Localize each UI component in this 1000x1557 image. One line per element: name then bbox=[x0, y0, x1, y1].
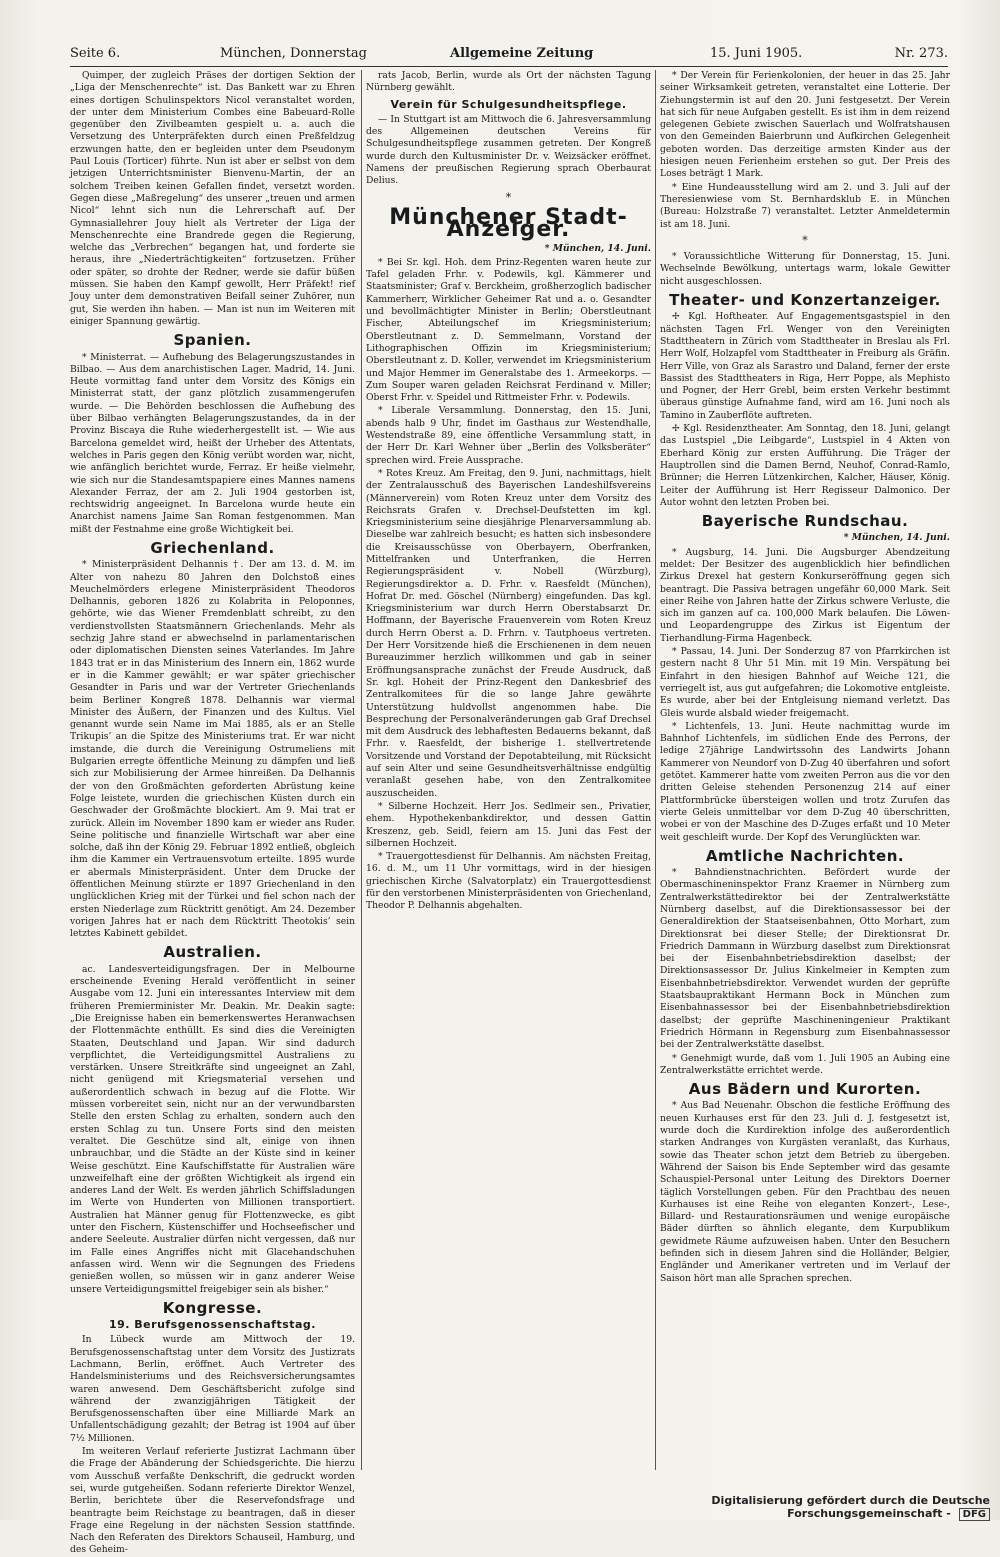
article-text: ✢ Kgl. Hoftheater. Auf Engagementsgastspiel in den nächsten Tagen Frl. Wenger von den Vereinigten Stadttheatern in Zürich vom Stadttheater in Breslau als Frl. Herr Wolf, Holzapfel vom Stadttheater in Freiburg als Gräfin. Herr Ville, von Graz als Sarastro und Daland, ferner der erste Bassist des Stadttheaters in Riga, Herr Poppe, als Mephisto und Pogner, der Herr Grebl, beim ersten Verkehr bestimmt überaus günstige Aufnahme fand, wird am 16. Juni noch als Tamino in Zauberflöte auftreten. bbox=[660, 311, 950, 421]
footer-text: Digitalisierung gefördert durch die Deutsche Forschungsgemeinschaft - bbox=[711, 1494, 990, 1520]
article-text: * Der Verein für Ferienkolonien, der heuer in das 25. Jahr seiner Wirksamkeit getreten, veranstaltet eine Lotterie. Der Ziehungstermin ist auf den 20. Juni festgesetzt. Der Verein hat sich für neue Aufgaben gestellt. Es ist ihm in dem reizend gelegenen Gebiete zwischen Sauerlach und Wolfratshausen von den Gemeinden Baierbrunn und Aufkirchen Gelegenheit geboten worden. Das derzeitige armsten Kinder aus der hiesigen neuen Ferienheim erstehen so gut. Der Preis des Loses beträgt 1 Mark. bbox=[660, 70, 950, 180]
section-heading: Kongresse. bbox=[162, 1298, 263, 1317]
column-rule bbox=[655, 70, 656, 1470]
weather-forecast: * Voraussichtliche Witterung für Donnerstag, 15. Juni. Wechselnde Bewölkung, untertags warm, lokale Gewitter nicht ausgeschlossen. bbox=[660, 251, 950, 287]
article-text: — In Stuttgart ist am Mittwoch die 6. Jahresversammlung des Allgemeinen deutschen Vereins für Schulgesundheitspflege zusammen getreten. Der Kongreß wurde durch den Kultusminister Dr. v. Weizsäcker eröffnet. Namens der preußischen Regierung sprach Oberbaurat Delius. bbox=[366, 113, 651, 187]
article-text: * Aus Bad Neuenahr. Obschon die festliche Eröffnung des neuen Kurhauses erst für den 23. Juli d. J. festgesetzt ist, wurde doch die Kurdirektion infolge des außerordentlich starken Andranges von Kurgästen veranlaßt, das Kurhaus, sowie das Theater schon jetzt dem Betrieb zu übergeben. Während der Saison bis Ende September wird das gesamte Schauspiel-Personal unter Leitung des Direktors Doerner täglich Vorstellungen geben. Für den Prachtbau des neuen Kurhauses ist eine Reihe von eleganten Konzert-, Lese-, Billard- und Restaurationsräumen und wenige europäische Bäder dürften so ähnlich elegante, dem Kurpublikum gewidmete Räume aufzuweisen haben. Unter den Besuchern befinden sich in diesem Jahren sind die Holländer, Belgier, Engländer und Amerikaner vertreten und im Verlauf der Saison hört man alle Sprachen sprechen. bbox=[660, 1100, 950, 1284]
article-text: * Liberale Versammlung. Donnerstag, den 15. Juni, abends halb 9 Uhr, findet im Gasthaus zur Westendhalle, Westendstraße 89, eine öffentliche Versammlung statt, in der Herr Dr. Karl Wehner über „Berlin des Volksberäter“ sprechen wird. Freie Aussprache. bbox=[366, 405, 651, 466]
section-heading: Australien. bbox=[163, 943, 262, 962]
digitization-footer bbox=[620, 1494, 990, 1520]
section-heading: Bayerische Rundschau. bbox=[701, 512, 909, 531]
article-text: * Genehmigt wurde, daß vom 1. Juli 1905 an Aubing eine Zentralwerkstätte errichtet werde. bbox=[660, 1052, 950, 1076]
separator-star: * bbox=[505, 190, 512, 204]
column-middle bbox=[366, 70, 651, 1475]
section-heading: Münchener Stadt-Anzeiger. bbox=[389, 204, 628, 243]
section-heading: Amtliche Nachrichten. bbox=[705, 846, 905, 865]
column-left bbox=[70, 70, 355, 1556]
article-text: * Eine Hundeausstellung wird am 2. und 3. Juli auf der Theresienwiese vom St. Bernhardsklub E. in München (Bureau: Holzstraße 7) veranstaltet. Letzter Anmeldetermin ist am 18. Juni. bbox=[660, 181, 950, 230]
article-text: * Rotes Kreuz. Am Freitag, den 9. Juni, nachmittags, hielt der Zentralausschuß des Bayerischen Landeshilfsvereins (Männerverein) vom Roten Kreuz unter dem Vorsitz des Reichsrats Grafen v. Drechsel-Deufstetten im kgl. Kriegsministerium seine diesjährige Plenarversammlung ab. Dieselbe war zahlreich besucht; es hatten sich insbesondere die Kreisausschüsse von Oberbayern, Oberfranken, Mittelfranken und Unterfranken, die Herren Regierungspräsident v. Nobell (Würzburg), Regierungsdirektor a. D. Frhr. v. Raesfeldt (München), Hofrat Dr. med. Göschel (Nürnberg) eingefunden. Das kgl. Kriegsministerium war durch Herrn Oberstabsarzt Dr. Hoffmann, der Bayerische Frauenverein vom Roten Kreuz durch Herrn Oberst a. D. Frhrn. v. Tautphoeus vertreten. Der Herr Vorsitzende hieß die Erschienenen in dem neuen Bureauzimmer herzlich willkommen und gab in seiner Eröffnungsansprache zunächst der Freude Ausdruck, daß Sr. kgl. Hoheit der Prinz-Regent den Dankesbrief des Zentralkomitees für die so lange Jahre gewährte Unterstützung huldvollst angenommen habe. Die Besprechung der Personalveränderungen gab Graf Drechsel mit dem Ausdruck des lebhaftesten Bedauerns bekannt, daß Frhr. v. Raesfeldt, der bisherige 1. stellvertretende Vorsitzende und Vorstand der Depotabteilung, mit Rücksicht auf sein Alter und seine Gesundheitsverhältnisse endgültig veranlaßt gesehen habe, von den Zentralkomitee auszuscheiden. bbox=[366, 467, 651, 799]
newspaper-title: Allgemeine Zeitung bbox=[450, 46, 594, 61]
article-text: * Passau, 14. Juni. Der Sonderzug 87 von Pfarrkirchen ist gestern nacht 8 Uhr 51 Min. mit 19 Min. Verspätung bei Einfahrt in den hiesigen Bahnhof auf Weiche 121, die verriegelt ist, aus gut aufgefahren; die Lokomotive entgleiste. Es wurde, aber bei der Entgleisung niemand verletzt. Das Gleis wurde alsbald wieder freigemacht. bbox=[660, 646, 950, 719]
section-heading: Griechenland. bbox=[150, 538, 275, 557]
issue-number: Nr. 273. bbox=[894, 46, 948, 61]
page-header bbox=[70, 44, 948, 67]
article-text: * Bahndienstnachrichten. Befördert wurde der Obermaschineninspektor Franz Kraemer in Nürnberg zum Zentralwerkstättedirektor bei der Zentralwerkstätte Nürnberg daselbst, auf die Direktionsassessor bei der Generaldirektion der Staatseisenbahnen, Otto Morhart, zum Direktionsrat bei dieser Stelle; der Direktionsrat Dr. Friedrich Dammann in Würzburg daselbst zum Direktionsrat bei der Eisenbahnbetriebsdirektion daselbst; der Direktionsassessor Dr. Julius Kinkelmeier in Kempten zum Eisenbahnbetriebsdirektor. Verwendet wurden der geprüfte Staatsbaupraktikant Hermann Bock in München zum Eisenbahnassessor bei der Eisenbahnbetriebsdirektion daselbst; der geprüfte Maschineningenieur Praktikant Friedrich Hörmann in Regensburg zum Eisenbahnassessor bei der Zentralwerkstätte daselbst. bbox=[660, 867, 950, 1051]
article-text: ac. Landesverteidigungsfragen. Der in Melbourne erscheinende Evening Herald veröffentlicht in seiner Ausgabe vom 12. Juni ein interessantes Interview mit dem früheren Premierminister Mr. Deakin. Mr. Deakin sagte: „Die Ereignisse haben ein bemerkenswertes Heranwachsen der Flottenmächte enthüllt. Es sind dies die Vereinigten Staaten, Deutschland und Japan. Wir sind dadurch verpflichtet, die Verteidigungsmittel Australiens zu verstärken. Unsere Streitkräfte sind ungeeignet an Zahl, nicht genügend mit Kriegsmaterial versehen und außerordentlich schwach in bezug auf die Flotte. Wir müssen vorbereitet sein, nicht nur an der verwundbarsten Stelle den ersten Schlag zu erhalten, sondern auch den ersten Schlag zu tun. Unsere Forts sind den meisten veraltet. Die Geschütze sind alt, einige von ihnen unbrauchbar, und die Städte an der Küste sind in keiner Weise geschützt. Eine Kaufschiffstatte für Australien wäre unzweifelhaft eine der größten Wichtigkeit als irgend ein anderes Land der Welt. Es werden jährlich Schiffsladungen im Werte von Hunderten von Millionen transportiert. Australien hat Männer genug für Flottenzwecke, es gibt unter den Fischern, Küstenschiffer und Hochseefischer und andere Seeleute. Australier dürfen nicht vergessen, daß nur im Falle eines Angriffes nicht mit Glacehandschuhen anfassen wird. Wenn wir die Segnungen des Friedens genießen wollen, so müssen wir in ganz anderer Weise unsere Verteidigungsmittel freigebiger sein als bisher.“ bbox=[70, 963, 355, 1295]
section-heading: Aus Bädern und Kurorten. bbox=[688, 1080, 922, 1099]
article-text: Im weiteren Verlauf referierte Justizrat Lachmann über die Frage der Abänderung der Schiedsgerichte. Die hierzu vom Ausschuß verfaßte Denkschrift, die gedruckt worden sei, wurde gutgeheißen. Sodann referierte Direktor Wenzel, Berlin, berichtete über die Reservefondsfrage und beantragte beim Reichstage zu beantragen, daß in dieser Frage eine Regelung in der nächsten Session stattfinde. Nach den Referaten des Direktors Schauseil, Hamburg, und des Geheim- bbox=[70, 1446, 355, 1556]
column-right bbox=[660, 70, 950, 1475]
dateline: * München, 14. Juni. bbox=[544, 242, 651, 254]
column-rule bbox=[361, 70, 362, 1470]
dateline: * München, 14. Juni. bbox=[843, 532, 950, 544]
article-text: rats Jacob, Berlin, wurde als Ort der nächsten Tagung Nürnberg gewählt. bbox=[366, 70, 651, 94]
article-text: * Ministerpräsident Delhannis †. Der am 13. d. M. im Alter von nahezu 80 Jahren den Dolchstoß eines Meuchelmörders erlegene Ministerpräsident Theodoros Delhannis, geboren 1826 zu Kolabrita in Peloponnes, gehörte, wie das Wiener Fremdenblatt schreibt, zu den verdienstvollsten Staatsmännern Griechenlands. Mehr als sechzig Jahre stand er abwechselnd in parlamentarischen oder diplomatischen Diensten seines Vaterlandes. Im Jahre 1843 trat er in das Ministerium des Innern ein, 1862 wurde er in die Kammer gewählt; er war später griechischer Gesandter in Paris und war der Vertreter Griechenlands beim Berliner Kongreß 1878. Delhannis war viermal Minister des Äußern, der Finanzen und des Kultus. Viel genannt wurde sein Name im Mai 1885, als er an Stelle Trikupis’ an die Spitze des Ministeriums trat. Er war nicht imstande, die durch die Vereinigung Ostrumeliens mit Bulgarien erregte öffentliche Meinung zu dämpfen und ließ sich zur Mobilisierung der Armee hinreißen. Da Delhannis der von den Großmächten geforderten Abrüstung keine Folge leistete, wurden die griechischen Küsten durch ein Geschwader der Großmächte blockiert. Am 9. Mai trat er zurück. Allein im November 1890 kam er wieder ans Ruder. Seine politische und finanzielle Wirtschaft war aber eine solche, daß ihn der König 29. Februar 1892 entließ, obgleich ihm die Kammer ein Vertrauensvotum erteilte. 1895 wurde er abermals Ministerpräsident. Unter dem Drucke der öffentlichen Meinung stürzte er 1897 Griechenland in den unglücklichen Krieg mit der Türkei und fiel schon nach der ersten Niederlage zum Rücktritt genötigt. Am 24. Dezember vorigen Jahres hat er nach dem Rücktritt Theotokis’ sein letztes Kabinett gebildet. bbox=[70, 559, 355, 940]
issue-date: 15. Juni 1905. bbox=[710, 46, 803, 61]
article-text: * Augsburg, 14. Juni. Die Augsburger Abendzeitung meldet: Der Besitzer des augenblicklich hier befindlichen Zirkus Drexel hat gestern Konkurseröffnung gegen sich beantragt. Die Passiva betragen ungefähr 60,000 Mark. Seit einer Reihe von Jahren hatte der Zirkus schwere Verluste, die sich im ganzen auf ca. 100,000 Mark belaufen. Die Löwen- und Leopardengruppe des Zirkus ist Eigentum der Tierhandlung-Firma Hagenbeck. bbox=[660, 546, 950, 644]
section-heading: Theater- und Konzertanzeiger. bbox=[669, 291, 941, 310]
separator-star: * bbox=[802, 233, 808, 247]
dfg-logo: DFG bbox=[959, 1508, 990, 1521]
subheading: 19. Berufsgenossenschaftstag. bbox=[108, 1318, 316, 1332]
article-text: Quimper, der zugleich Präses der dortigen Sektion der „Liga der Menschenrechte“ ist. Das Bankett war zu Ehren eines dortigen Schulinspektors Nicol veranstaltet worden, der unter dem Ministerium Combes eine Babeuard-Rolle gegenüber den Zivilbeamten gespielt u. a. auch die Versetzung des Unterpräfekten durch einen Preßfeldzug erzwungen hatte, den er begleiden unter dem Pseudonym Paul Louis (Torticer) führte. Nun ist aber er selbst von dem jetzigen Unterrichtsminister Bienvenu-Martin, der an solchem Treiben keinen Gefallen findet, versetzt worden. Gegen diese „Maßregelung“ des unserer „treuen und armen Nicol“ lehnt sich nun die Lehrerschaft auf. Der Gymnasiallehrer Jouy hielt als Vertreter der Liga der Menschenrechte eine Brandrede gegen die Regierung, welche das „Verbrechen“ begangen hat, und forderte sie heraus, ihre „Niederträchtigkeiten“ fortzusetzen. Früher oder später, so drohte der Redner, werde sie dafür büßen müssen. Sie haben den Kampf gewollt, Herr Präfekt! rief Jouy unter dem demonstrativen Beifall seiner Zuhörer, nun gut, Sie werden ihn haben. — Man ist nun im Weiteren mit einiger Spannung gewärtig. bbox=[70, 70, 355, 327]
article-text: * Trauergottesdienst für Delhannis. Am nächsten Freitag, 16. d. M., um 11 Uhr vormittags, wird in der hiesigen griechischen Kirche (Salvatorplatz) ein Trauergottesdienst für den verstorbenen Ministerpräsidenten von Griechenland, Theodor P. Delhannis abgehalten. bbox=[366, 851, 651, 912]
article-text: ✢ Kgl. Residenztheater. Am Sonntag, den 18. Juni, gelangt das Lustspiel „Die Leibgarde“, Lustspiel in 4 Akten von Eberhard König zur ersten Aufführung. Die Träger der Hauptrollen sind die Damen Bernd, Neuhof, Conrad-Ramlo, Brünner; die Herren Lützenkirchen, Kalcher, Häuser, König. Leiter der Aufführung ist Herr Regisseur Dalmonico. Der Autor wohnt den letzten Proben bei. bbox=[660, 423, 950, 508]
article-text: * Bei Sr. kgl. Hoh. dem Prinz-Regenten waren heute zur Tafel geladen Frhr. v. Podewils, kgl. Kämmerer und Staatsminister; Graf v. Berckheim, großherzoglich badischer Kammerherr, Wirklicher Geheimer Rat und a. o. Gesandter und bevollmächtigter Minister in Berlin; Oberstleutnant Fischer, Abteilungschef im Kriegsministerium; Oberstleutnant z. D. Semmelmann, Vorstand der Lithographischen Offizin im Kriegsministerium; Oberstleutnant z. D. Koller, verwendet im Kriegsministerium und Major Hemmer im Generalstabe des 1. Armeekorps. — Zum Souper waren geladen Reichsrat Ferdinand v. Miller; Oberst Frhr. v. Speidel und Rittmeister Frhr. v. Podewils. bbox=[366, 256, 651, 404]
article-text: * Lichtenfels, 13. Juni. Heute nachmittag wurde im Bahnhof Lichtenfels, im südlichen Ende des Perrons, der ledige 27jährige Landwirtssohn des Landwirts Johann Kammerer von Neundorf von D-Zug 40 überfahren und sofort getötet. Kammerer hatte vom zweiten Perron aus die vor den dritten Geleise stehenden Personenzug 214 auf einer Plattformbrücke übersteigen wollen und trotz Zurufen das vierte Geleis unmittelbar vor dem D-Zug 40 überschritten, wobei er von der Maschine des D-Zuges erfaßt und 10 Meter weit geschleift wurde. Der Kopf des Verunglückten war. bbox=[660, 720, 950, 843]
subheading: Verein für Schulgesundheitspflege. bbox=[390, 97, 627, 111]
section-heading: Spanien. bbox=[173, 331, 252, 350]
page-number: Seite 6. bbox=[70, 46, 121, 61]
place-day: München, Donnerstag bbox=[220, 46, 367, 61]
article-text: In Lübeck wurde am Mittwoch der 19. Berufsgenossenschaftstag unter dem Vorsitz des Justizrats Lachmann, Berlin, eröffnet. Auch Vertreter des Handelsministeriums und des Reichsversicherungsamtes waren anwesend. Dem Geschäftsbericht zufolge sind während der zwanzigjährigen Tätigkeit der Berufsgenossenschaften über eine Milliarde Mark an Unfallentschädigung gezahlt; der Betrag ist 1904 auf über 7½ Millionen. bbox=[70, 1334, 355, 1444]
article-text: * Ministerrat. — Aufhebung des Belagerungszustandes in Bilbao. — Aus dem anarchistischen Lager. Madrid, 14. Juni. Heute vormittag fand unter dem Vorsitz des Königs ein Ministerrat statt, der ganz plötzlich zusammengerufen wurde. — Die Behörden beschlossen die Aufhebung des über Bilbao verhängten Belagerungszustandes, da in der Provinz Biscaya die Ruhe wiederhergestellt ist. — Wie aus Barcelona gemeldet wird, heißt der Urheber des Attentats, welches in Paris gegen den König verübt worden war, nicht, wie anfänglich berichtet wurde, Ferraz. Er heiße vielmehr, wie sich nur die Standesamtspapiere eines Mannes namens Alexander Ferraz, der am 2. Juli 1904 gestorben ist, rechtswidrig angeeignet. In Barcelona wurde heute ein Anarchist namens Jaime San Roman festgenommen. Man mißt der Festnahme eine große Wichtigkeit bei. bbox=[70, 351, 355, 535]
article-text: * Silberne Hochzeit. Herr Jos. Sedlmeir sen., Privatier, ehem. Hypothekenbankdirektor, und dessen Gattin Kreszenz, geb. Seidl, feiern am 15. Juni das Fest der silbernen Hochzeit. bbox=[366, 800, 651, 849]
